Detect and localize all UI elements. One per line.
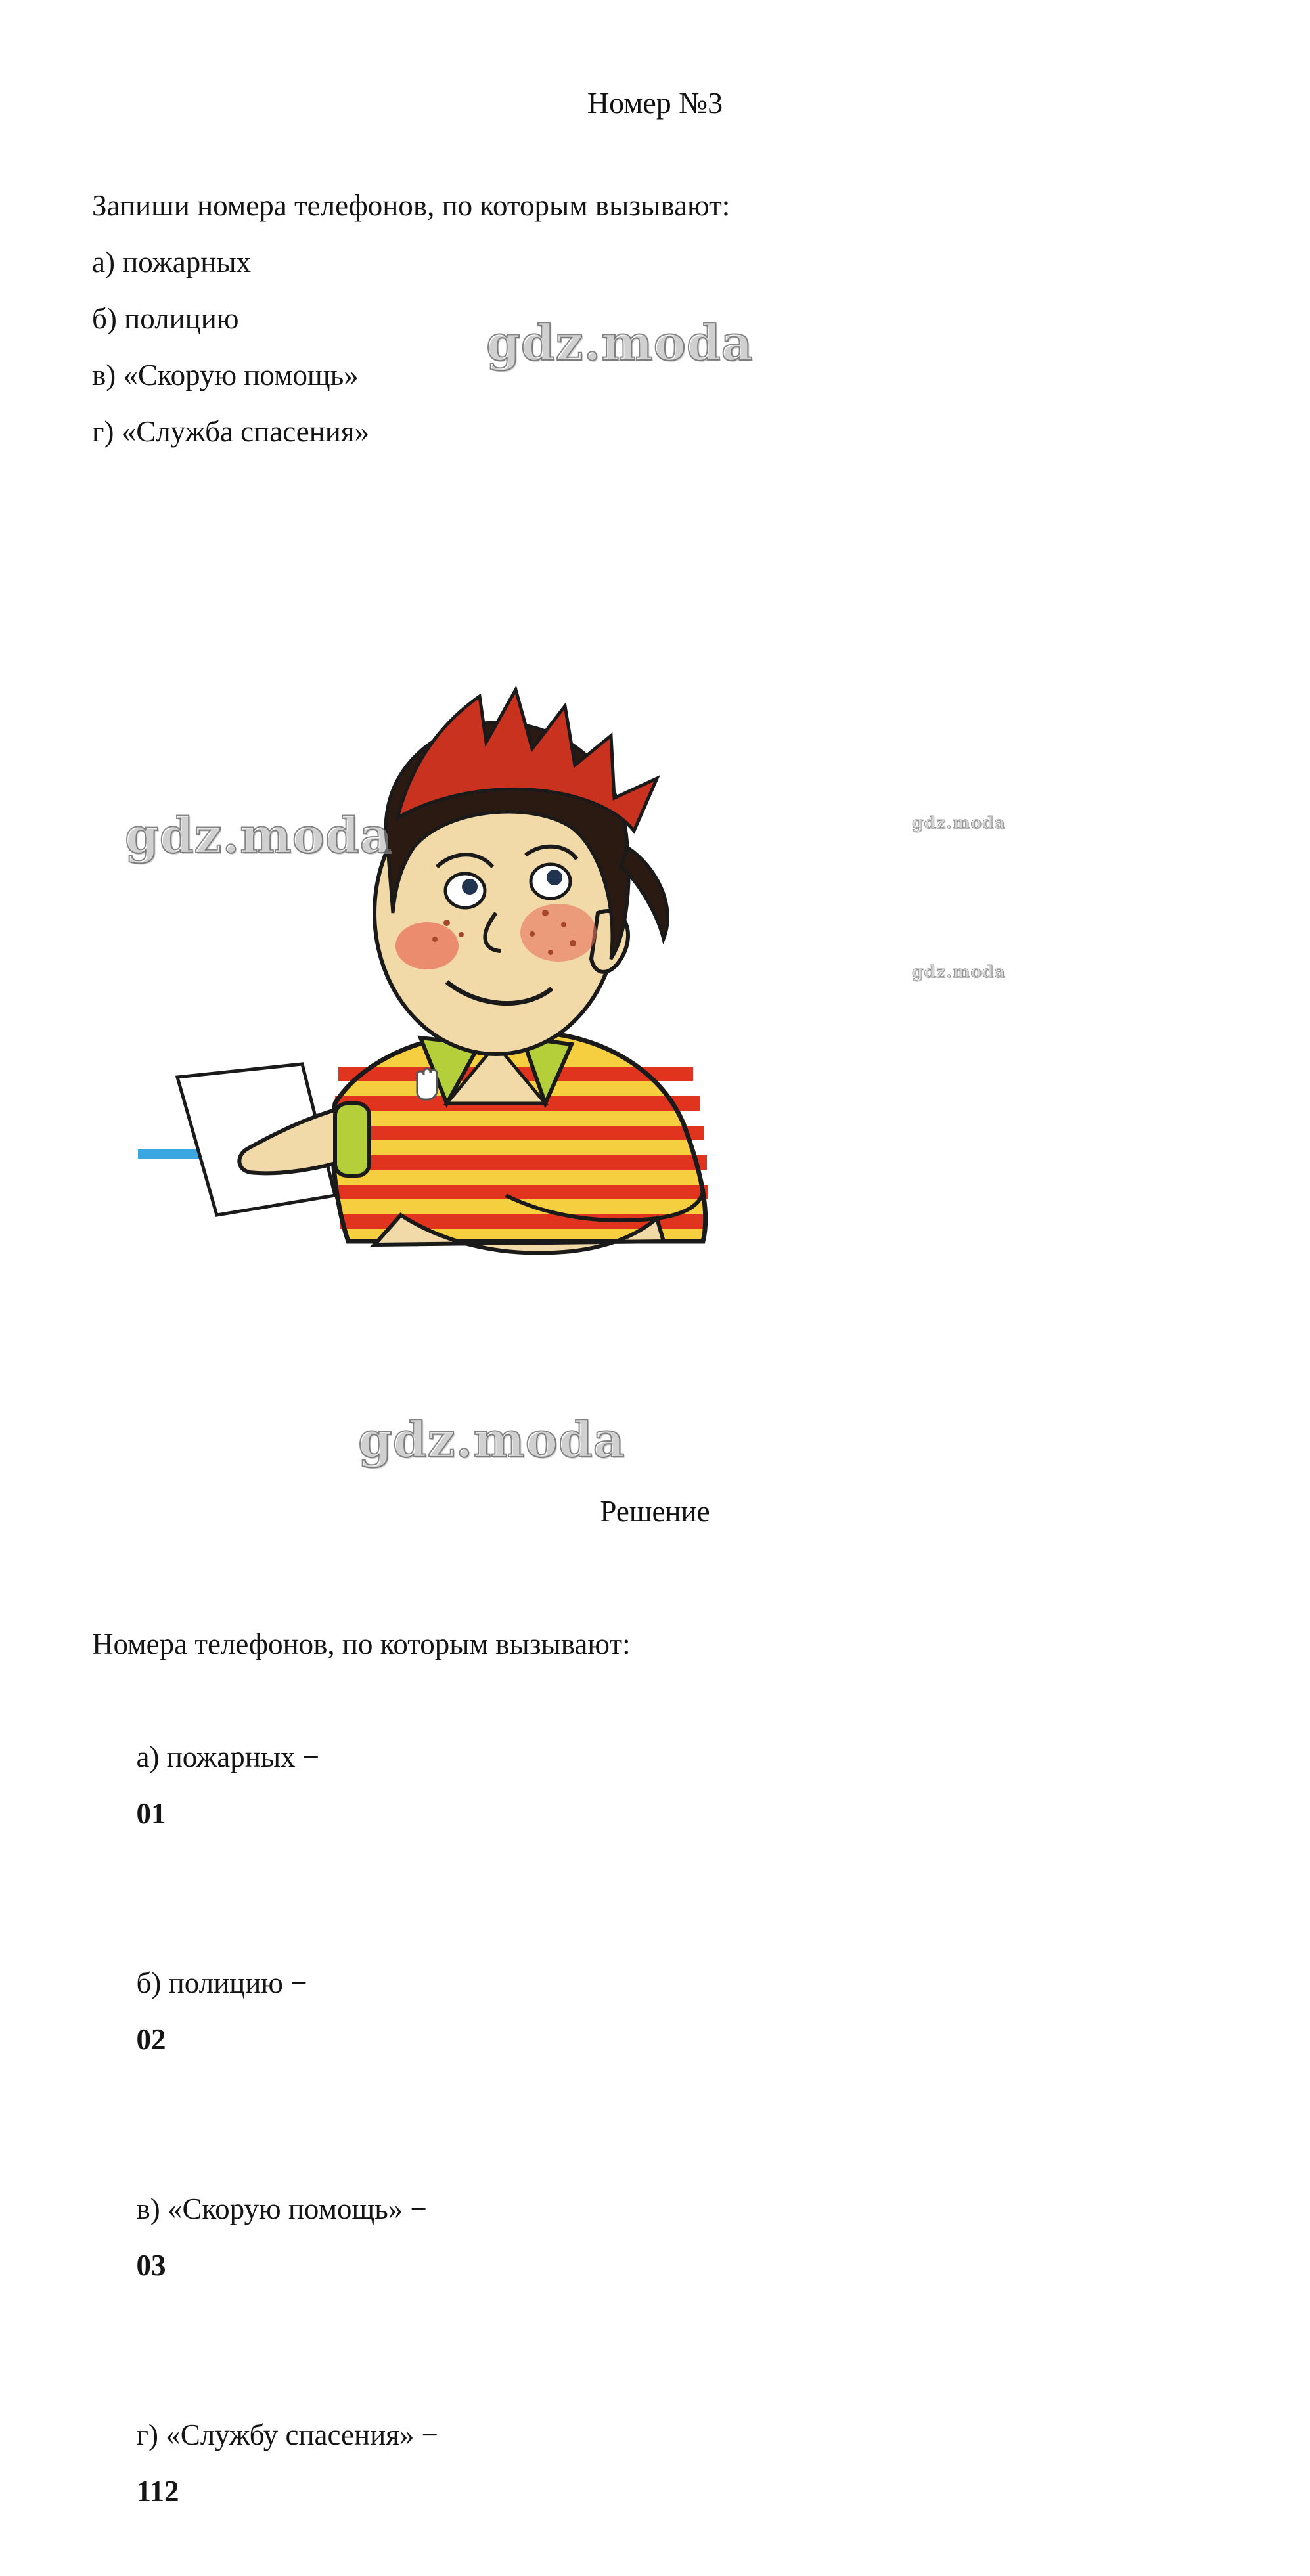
answer-item-a [92,1672,1176,1898]
task-item-g: г) «Служба спасения» [92,415,370,448]
solution-label: Решение [600,1495,710,1528]
task-block [92,177,1176,460]
answer-item-b-value: 02 [136,2023,166,2056]
watermark-middle: gdz.moda [125,808,392,864]
pupil-left [462,879,478,895]
task-item-b: б) полицию [92,302,239,335]
answer-item-v [92,2124,1176,2350]
task-intro: Запиши номера телефонов, по которым вызывают: [92,189,731,222]
cheek-left [395,922,459,969]
watermark-top: gdz.moda [486,315,754,372]
answer-item-v-value: 03 [136,2249,166,2282]
left-cuff [335,1103,369,1176]
watermark-small-1: gdz.moda [912,813,1006,832]
task-item-v: в) «Скорую помощь» [92,359,359,391]
answer-item-a-value: 01 [136,1797,166,1830]
answer-item-b [92,1898,1176,2124]
answer-block [92,1616,1176,2576]
pupil-right [547,870,562,885]
answer-item-v-label: в) «Скорую помощь» − [136,2192,427,2225]
answer-item-g [92,2350,1176,2576]
answer-intro: Номера телефонов, по которым вызывают: [92,1628,631,1660]
task-item-a: а) пожарных [92,246,252,278]
answer-item-g-label: г) «Службу спасения» − [136,2418,439,2451]
watermark-small-2: gdz.moda [912,962,1006,981]
hand-cursor-icon [417,1069,437,1099]
answer-item-a-label: а) пожарных − [136,1741,320,1773]
watermark-bottom: gdz.moda [358,1412,625,1469]
page-title: Номер №3 [587,86,723,120]
answer-item-g-value: 112 [136,2475,179,2508]
illustration-boy [138,650,992,1471]
answer-item-b-label: б) полицию − [136,1966,307,1999]
